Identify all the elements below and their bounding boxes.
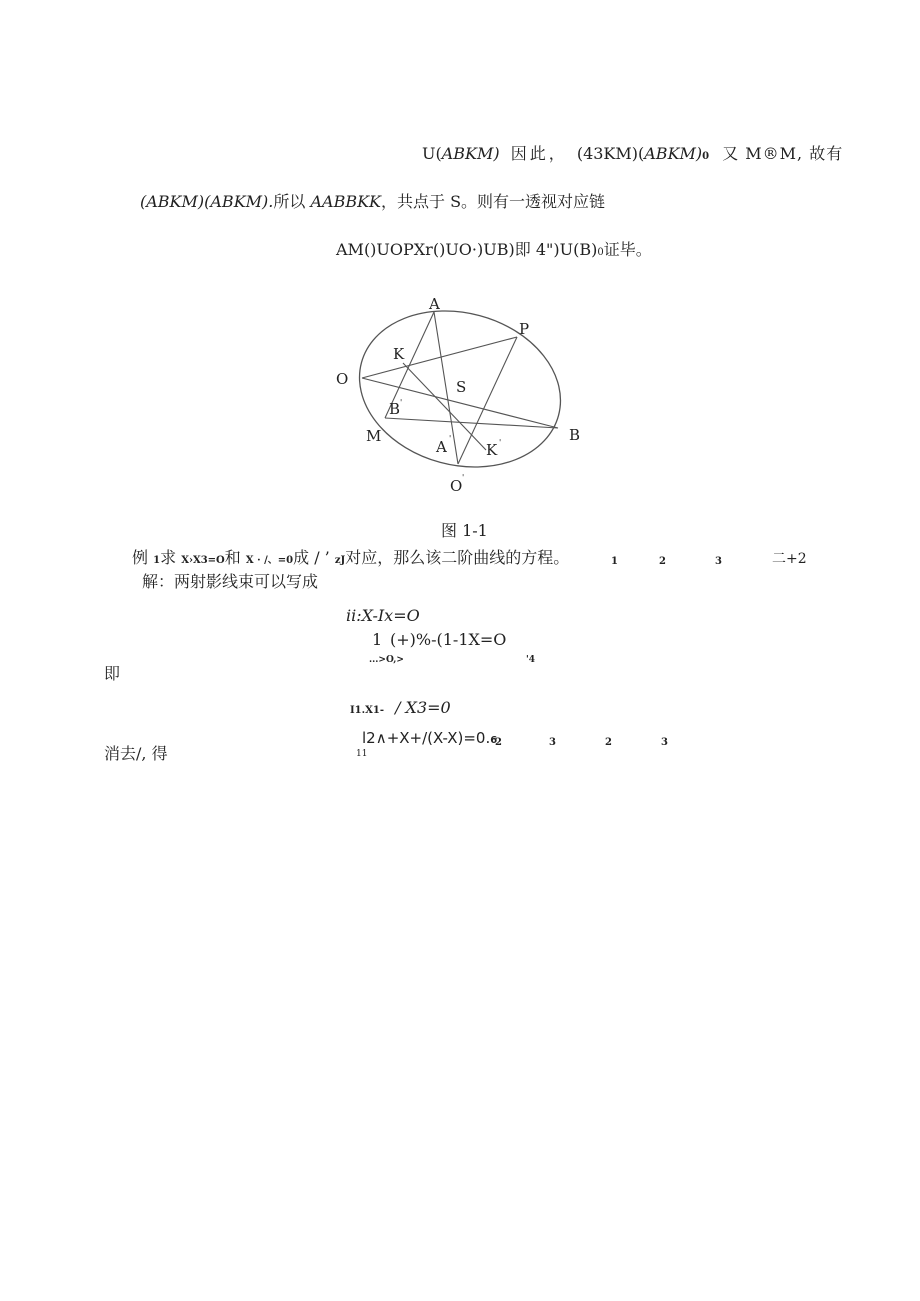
label-A: A [429, 295, 440, 313]
label-K: K [393, 345, 405, 363]
text-span: AABBKK [310, 192, 381, 211]
example-num-3: 3 [715, 556, 722, 567]
equation-4-n4: 3 [661, 737, 668, 748]
text-span: 所以 [273, 192, 306, 211]
label-K-prime: K [486, 441, 498, 459]
figure-caption: 图 1-1 [441, 521, 488, 540]
proof-line-2 [140, 192, 605, 212]
equation-1: ii:X-Ix=O [346, 606, 420, 625]
text-span: 0 [597, 247, 604, 258]
equation-2: (+)%-(1-1X=O [390, 630, 507, 649]
equation-4-sub: 11 [356, 749, 368, 759]
text-span: / X3=0 [395, 698, 451, 717]
equation-2-sub: ...>O,> [369, 655, 404, 665]
prime-mark: ' [499, 438, 502, 447]
equation-4 [362, 728, 497, 751]
text-span: 因此， [510, 144, 568, 163]
example-num-1: 1 [611, 556, 618, 567]
text-span: ，共点于 S。则有一透视对应链 [381, 192, 606, 211]
figure-1-1-diagram [330, 292, 590, 502]
text-span: 0 [702, 151, 710, 162]
text-span: AM()UOPXr()UO·)UB)即 4")U(B) [336, 240, 598, 259]
proof-line-1 [422, 144, 843, 167]
text-span: 6 [490, 735, 498, 746]
text-span: 例 [132, 548, 149, 567]
proof-line-3 [336, 240, 652, 263]
text-span: 和 [224, 548, 241, 567]
text-span: ABKM) [441, 144, 500, 163]
text-span: 对应，那么该二阶曲线的方程。 [345, 548, 570, 567]
label-S: S [456, 378, 467, 396]
label-P: P [519, 320, 530, 338]
prime-mark: ' [449, 434, 452, 443]
equation-4-n2: 3 [549, 737, 556, 748]
text-span: U( [422, 144, 442, 163]
text-span: (43KM)( [576, 144, 645, 163]
label-A-prime: A [436, 438, 447, 456]
prime-mark: ' [400, 398, 403, 407]
example-num-2: 2 [659, 556, 666, 567]
label-O: O [336, 370, 349, 388]
text-span: 又 M®M, 故有 [722, 144, 844, 163]
equation-4-n1: 2 [495, 737, 502, 748]
equation-3 [350, 698, 451, 721]
text-span: 证毕。 [603, 240, 652, 259]
equation-2-tag: '4 [526, 655, 536, 665]
example-num-4: 二+2 [772, 551, 807, 567]
text-span: 成 [293, 548, 310, 567]
text-span: X · /、=0 [245, 555, 294, 566]
text-span: ABKM) [644, 144, 703, 163]
label-M: M [366, 427, 382, 445]
ji-text: 即 [104, 664, 121, 683]
text-span: 求 [160, 548, 177, 567]
text-span: I1.X1- [350, 705, 384, 716]
solution-intro: 解：两射影线束可以写成 [142, 572, 319, 591]
eliminate-text: 消去/, 得 [104, 744, 168, 763]
line-M-B [385, 418, 558, 428]
text-span: 1 [153, 555, 161, 566]
equation-2-num: 1 [372, 630, 383, 649]
label-B: B [569, 426, 581, 444]
text-span: / ’ [314, 548, 335, 567]
label-O-prime: O [450, 477, 463, 495]
text-span: (ABKM)(ABKM). [140, 192, 274, 211]
label-B-prime: B [389, 400, 401, 418]
example-line [132, 548, 569, 571]
text-span: X›X3=O [181, 555, 225, 566]
line-O-P [362, 337, 517, 378]
text-span: zJ [334, 555, 346, 566]
text-span: l2∧+X+/(X-X)=0. [362, 729, 491, 747]
prime-mark: ' [462, 473, 465, 482]
equation-4-n3: 2 [605, 737, 612, 748]
